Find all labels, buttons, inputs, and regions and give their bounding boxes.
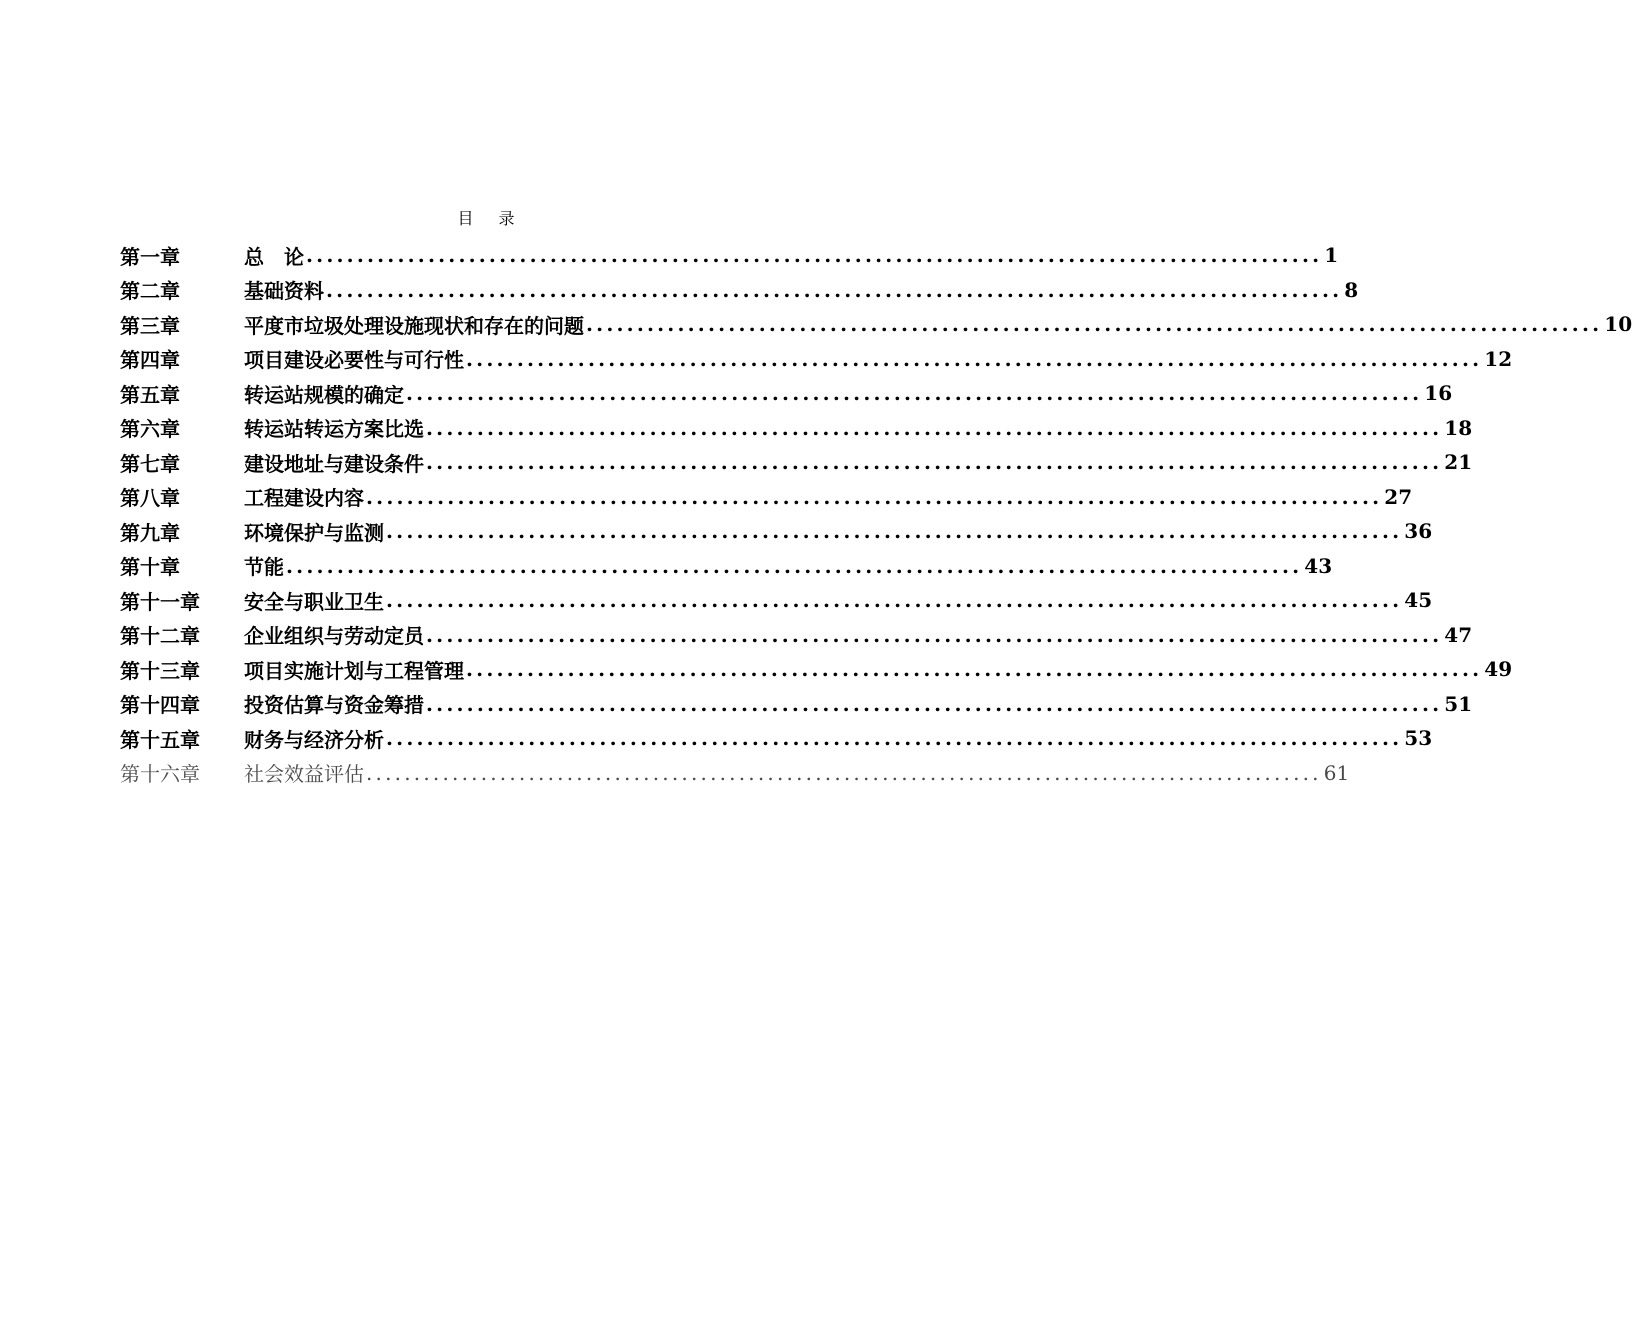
toc-page-number: 51 (1444, 691, 1473, 716)
toc-chapter-number: 第三章 (120, 313, 180, 338)
toc-entry-2[interactable] (120, 273, 1359, 308)
toc-chapter-number: 第六章 (120, 417, 180, 442)
toc-dot-leader: .................................................................................................... (466, 346, 1483, 371)
toc-entry-1[interactable] (120, 238, 1339, 273)
toc-title: 目 录 (457, 209, 525, 228)
toc-page-number: 36 (1404, 519, 1433, 544)
toc-dot-leader: .................................................................................................... (366, 484, 1383, 509)
toc-chapter-title: 安全与职业卫生 (244, 589, 384, 614)
toc-page-number: 47 (1444, 622, 1473, 647)
toc-chapter-number: 第十章 (120, 555, 180, 580)
toc-chapter-number: 第十四章 (120, 693, 200, 718)
toc-dot-leader: .................................................................................................... (586, 312, 1603, 337)
toc-page-number: 43 (1304, 553, 1333, 578)
toc-entry-3[interactable] (120, 307, 1632, 342)
toc-chapter-number: 第七章 (120, 451, 180, 476)
toc-chapter-number: 第四章 (120, 348, 180, 373)
toc-entry-9[interactable] (120, 514, 1433, 549)
toc-page-number: 12 (1484, 346, 1513, 371)
toc-chapter-title: 财务与经济分析 (244, 727, 384, 752)
toc-entry-8[interactable] (120, 480, 1413, 515)
toc-page-number: 8 (1344, 277, 1359, 302)
toc-chapter-title: 转运站规模的确定 (244, 382, 404, 407)
toc-chapter-number: 第八章 (120, 486, 180, 511)
toc-entry-7[interactable] (120, 445, 1473, 480)
toc-chapter-number: 第十一章 (120, 589, 200, 614)
toc-entry-15[interactable] (120, 721, 1433, 756)
toc-page-number: 53 (1404, 726, 1433, 751)
toc-chapter-title: 项目实施计划与工程管理 (244, 658, 464, 683)
toc-page-number: 16 (1424, 381, 1453, 406)
toc-dot-leader: .................................................................................................... (406, 381, 1423, 406)
toc-entry-12[interactable] (120, 618, 1473, 653)
toc-entry-6[interactable] (120, 411, 1473, 446)
toc-entry-4[interactable] (120, 342, 1513, 377)
toc-chapter-title: 转运站转运方案比选 (244, 417, 424, 442)
toc-dot-leader: .................................................................................................... (426, 415, 1443, 440)
toc-chapter-number: 第十五章 (120, 727, 200, 752)
toc-chapter-title: 平度市垃圾处理设施现状和存在的问题 (244, 313, 584, 338)
toc-chapter-title: 项目建设必要性与可行性 (244, 348, 464, 373)
toc-list (120, 238, 1632, 790)
toc-page-number: 49 (1484, 657, 1513, 682)
toc-entry-5[interactable] (120, 376, 1453, 411)
toc-entry-13[interactable] (120, 652, 1513, 687)
toc-chapter-number: 第一章 (120, 244, 180, 269)
toc-chapter-title: 社会效益评估 (244, 762, 364, 787)
toc-dot-leader: .................................................................................................... (386, 519, 1403, 544)
toc-dot-leader: .................................................................................................... (386, 588, 1403, 613)
toc-dot-leader: .................................................................................................... (326, 277, 1343, 302)
toc-dot-leader: .................................................................................................... (426, 450, 1443, 475)
toc-page-number: 21 (1444, 450, 1473, 475)
toc-chapter-number: 第二章 (120, 279, 180, 304)
toc-chapter-title: 总 论 (244, 244, 304, 269)
toc-chapter-title: 环境保护与监测 (244, 520, 384, 545)
toc-dot-leader: .................................................................................................... (426, 691, 1443, 716)
toc-chapter-title: 节能 (244, 555, 284, 580)
toc-chapter-number: 第九章 (120, 520, 180, 545)
toc-chapter-title: 工程建设内容 (244, 486, 364, 511)
toc-dot-leader: .................................................................................................... (286, 553, 1303, 578)
toc-chapter-title: 投资估算与资金筹措 (244, 693, 424, 718)
toc-entry-10[interactable] (120, 549, 1333, 584)
toc-chapter-number: 第五章 (120, 382, 180, 407)
toc-dot-leader: .................................................................................................... (366, 760, 1322, 785)
toc-dot-leader: .................................................................................................... (466, 657, 1483, 682)
toc-entry-11[interactable] (120, 583, 1433, 618)
toc-dot-leader: .................................................................................................... (386, 726, 1403, 751)
toc-entry-16[interactable] (120, 756, 1350, 791)
toc-chapter-number: 第十三章 (120, 658, 200, 683)
toc-chapter-number: 第十六章 (120, 762, 200, 787)
toc-chapter-number: 第十二章 (120, 624, 200, 649)
toc-chapter-title: 基础资料 (244, 279, 324, 304)
toc-page-number: 27 (1384, 484, 1413, 509)
toc-page-number: 45 (1404, 588, 1433, 613)
toc-page-number: 1 (1324, 243, 1339, 268)
toc-dot-leader: .................................................................................................... (306, 243, 1323, 268)
toc-page-number: 18 (1444, 415, 1473, 440)
toc-dot-leader: .................................................................................................... (426, 622, 1443, 647)
toc-chapter-title: 企业组织与劳动定员 (244, 624, 424, 649)
toc-page-number: 10 (1604, 312, 1632, 337)
toc-page-number: 61 (1323, 760, 1350, 785)
toc-entry-14[interactable] (120, 687, 1473, 722)
toc-chapter-title: 建设地址与建设条件 (244, 451, 424, 476)
